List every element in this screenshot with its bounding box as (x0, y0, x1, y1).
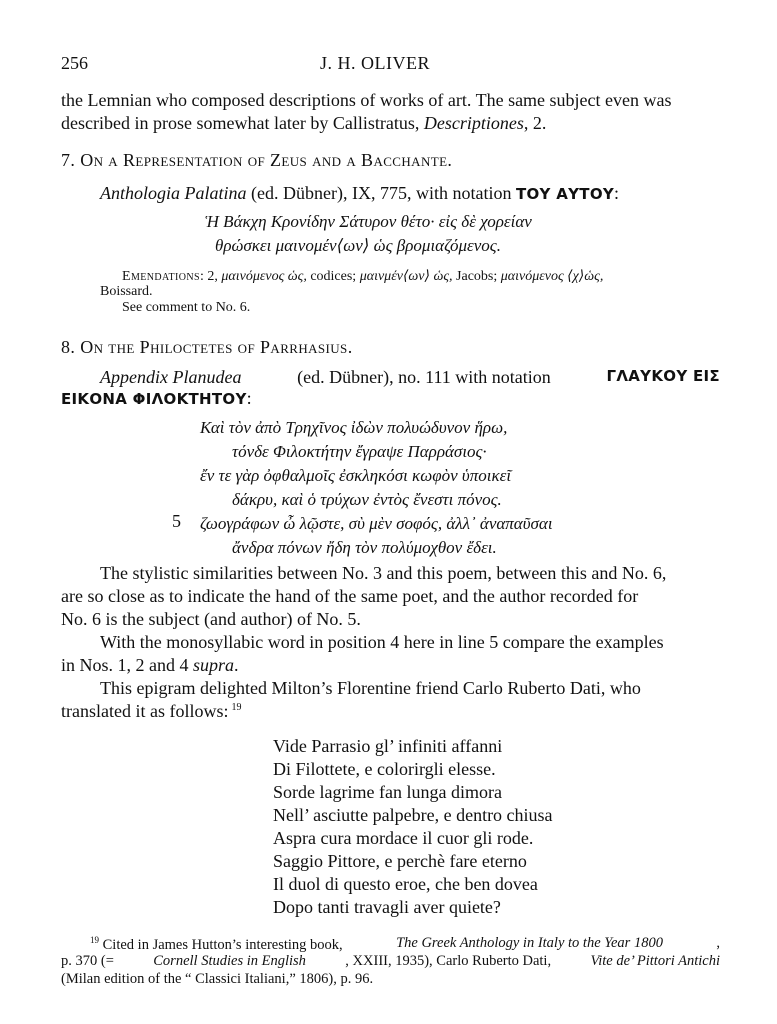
emendations-line-2: Boissard. (100, 284, 153, 299)
greek-verse-7-2: θρώσκει μαινομέν⟨ων⟩ ὡς βρομιαζόμενος. (215, 236, 501, 255)
discussion-p3-line-1: This epigram delighted Milton’s Florentine friend Carlo Ruberto Dati, who (100, 678, 641, 698)
italian-verse-3: Sorde lagrime fan lunga dimora (273, 782, 502, 802)
section-8-source-cont: ΕΙΚΟΝΑ ΦΙΛΟΚΤΗΤΟΥ: (61, 388, 252, 408)
discussion-p2-line-2: in Nos. 1, 2 and 4 supra. (61, 655, 239, 675)
italian-verse-1: Vide Parrasio gl’ infiniti affanni (273, 736, 503, 756)
section-8-heading: 8. On the Philoctetes of Parrhasius. (61, 337, 353, 357)
discussion-p1-line-1: The stylistic similarities between No. 3 and this poem, between this and No. 6, (100, 563, 667, 583)
discussion-p3-line-2: translated it as follows: $^{19}$ (61, 701, 242, 721)
greek-verse-8-1: Καὶ τὸν ἀπὸ Τρηχῖνος ἰδὼν πολυώδυνον ἥρω, (200, 418, 508, 437)
italian-verse-6: Saggio Pittore, e perchè fare eterno (273, 851, 527, 871)
italian-verse-5: Aspra cura mordace il cuor gli rode. (273, 828, 534, 848)
emendations-line-1: Emendations: 2, μαινόμενος ὡς, codices; μαινμέν⟨ων⟩ ὡς, Jacobs; μαινόμενος ⟨χ⟩ὡς, (122, 269, 604, 284)
italian-verse-4: Nell’ asciutte palpebre, e dentro chiusa (273, 805, 553, 825)
section-7-source: Anthologia Palatina (ed. Dübner), IX, 775, with notation ΤΟΥ ΑΥΤΟΥ: (100, 183, 620, 203)
section-7-comment: See comment to No. 6. (122, 300, 251, 315)
discussion-p1-line-3: No. 6 is the subject (and author) of No. 5. (61, 609, 361, 629)
discussion-p1-line-2: are so close as to indicate the hand of the same poet, and the author recorded for (61, 586, 639, 606)
section-8-source: Appendix Planudea (ed. Dübner), no. 111 with notation ΓΛΑΥΚΟΥ ΕΙΣ (100, 367, 720, 387)
italian-verse-7: Il duol di questo eroe, che ben dovea (273, 874, 538, 894)
intro-line-2: described in prose somewhat later by Callistratus, Descriptiones, 2. (61, 113, 547, 133)
verse-line-number: 5 (172, 511, 181, 531)
greek-verse-8-4: δάκρυ, καὶ ὁ τρύχων ἐντὸς ἔνεστι πόνος. (232, 490, 502, 509)
footnote-ref[interactable]: 19 (231, 702, 242, 713)
greek-verse-8-6: ἄνδρα πόνων ἤδη τὸν πολύμοχθον ἔδει. (232, 538, 497, 557)
greek-verse-8-2: τόνδε Φιλοκτήτην ἔγραψε Παρράσιος· (232, 442, 487, 461)
greek-verse-8-3: ἔν τε γὰρ ὀφθαλμοῖς ἐσκληκόσι κωφὸν ὑποικεῖ (200, 466, 512, 485)
footnote-line-2: p. 370 (= Cornell Studies in English , XXIII, 1935), Carlo Ruberto Dati, Vite de’ Pittori Antichi (61, 953, 720, 969)
footnote-line-1: $^{19}$ Cited in James Hutton’s interesting book, The Greek Anthology in Italy to the Year 1800 , (90, 935, 720, 953)
footnote-line-3: (Milan edition of the “ Classici Italiani,” 1806), p. 96. (61, 971, 374, 987)
running-title: J. H. OLIVER (320, 53, 430, 73)
intro-line-1: the Lemnian who composed descriptions of works of art. The same subject even was (61, 90, 672, 110)
discussion-p2-line-1: With the monosyllabic word in position 4 here in line 5 compare the examples (100, 632, 664, 652)
greek-verse-8-5: ζωογράφων ὦ λῷστε, σὺ μὲν σοφός, ἀλλ᾽ ἀναπαῦσαι (200, 514, 553, 533)
italian-verse-2: Di Filottete, e colorirgli elesse. (273, 759, 496, 779)
greek-verse-7-1: Ἡ Βάκχη Κρονίδην Σάτυρον θέτο· εἰς δὲ χορείαν (205, 212, 532, 231)
italian-verse-8: Dopo tanti travagli aver quiete? (273, 897, 501, 917)
section-7-heading: 7. On a Representation of Zeus and a Bacchante. (61, 150, 453, 170)
page-number: 256 (61, 53, 88, 73)
